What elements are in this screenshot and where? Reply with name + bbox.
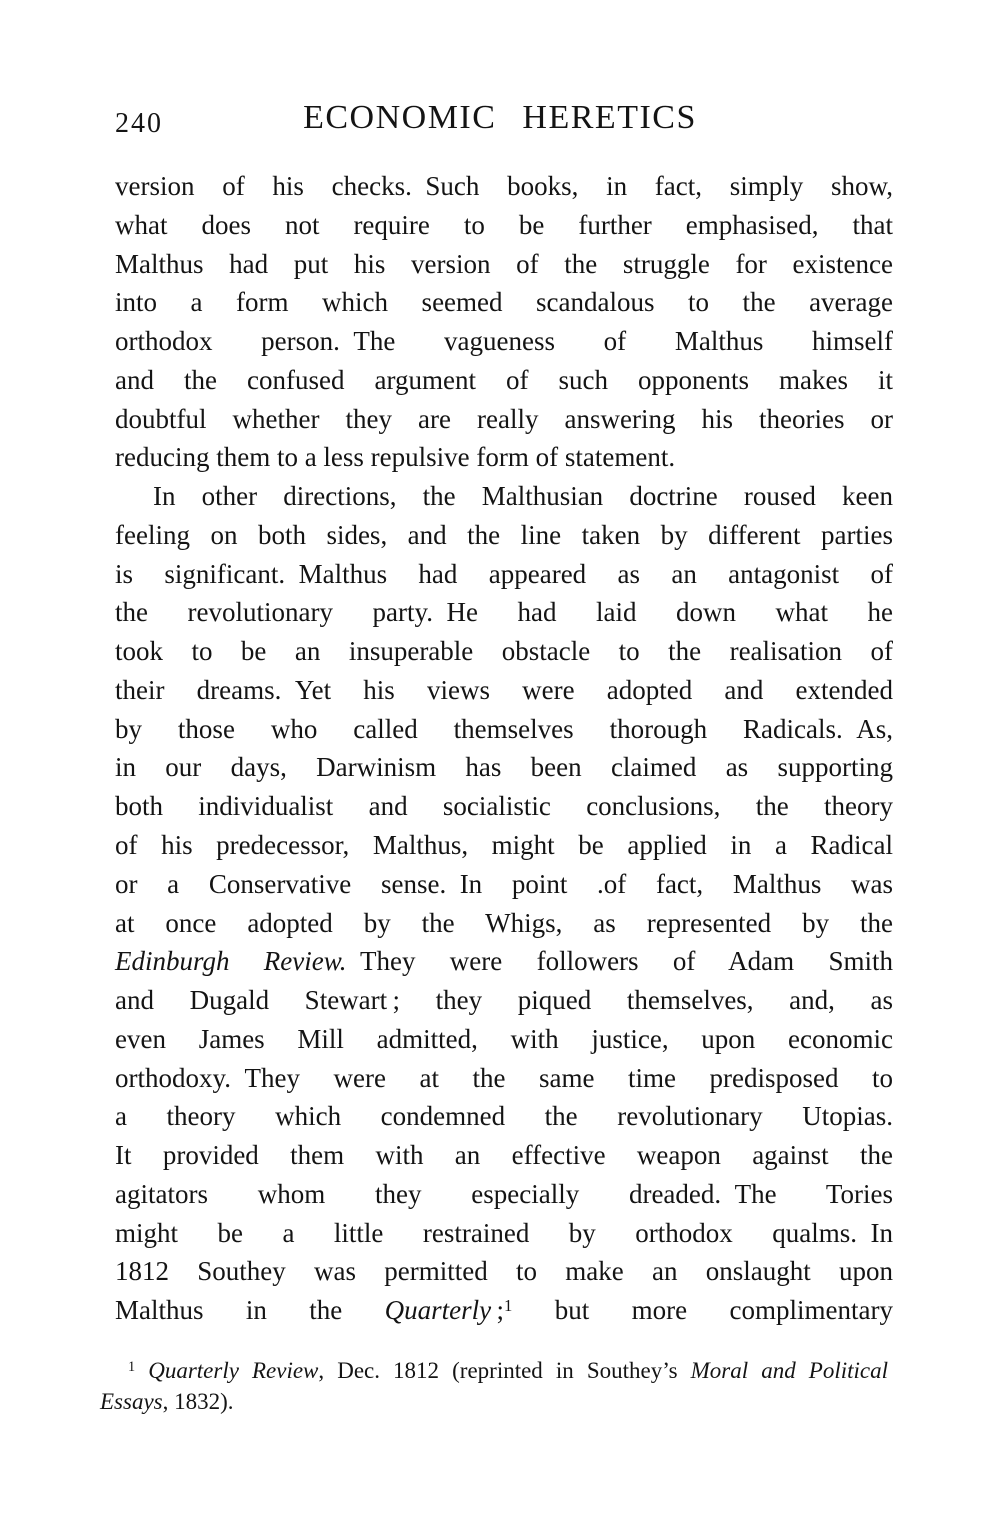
- text-line: [115, 942, 893, 981]
- text-line: [115, 477, 893, 516]
- body-text: [115, 167, 893, 1330]
- footnote: [100, 1355, 888, 1417]
- text-segment: is significant. Malthus had appeared as an antagonist of: [115, 558, 893, 589]
- text-segment: both individualist and socialistic conclusions, the theory: [115, 791, 893, 822]
- footnote-line: [100, 1355, 888, 1386]
- text-line: [115, 1214, 893, 1253]
- text-segment: even James Mill admitted, with justice, upon economic: [115, 1023, 893, 1054]
- running-title: ECONOMIC HERETICS: [303, 99, 697, 136]
- footnote-marker: 1: [128, 1358, 136, 1375]
- footnote-line: [100, 1386, 888, 1417]
- text-segment: feeling on both sides, and the line taken by different parties: [115, 519, 893, 550]
- text-line: [115, 1175, 893, 1214]
- text-segment: what does not require to be further emphasised, that: [115, 209, 893, 240]
- text-line: [115, 1020, 893, 1059]
- text-segment: orthodoxy. They were at the same time predisposed to: [115, 1062, 893, 1093]
- page-number: 240: [115, 108, 163, 139]
- text-segment: but more complimentary: [512, 1295, 893, 1326]
- text-segment: They were followers of Adam Smith: [346, 946, 893, 977]
- text-segment: might be a little restrained by orthodox qualms. In: [115, 1217, 893, 1248]
- text-segment: In other directions, the Malthusian doctrine roused keen: [153, 481, 893, 512]
- text-segment: a theory which condemned the revolutionary Utopias.: [115, 1101, 893, 1132]
- text-line: [115, 245, 893, 284]
- text-line: [115, 167, 893, 206]
- text-segment: version of his checks. Such books, in fact, simply show,: [115, 171, 893, 201]
- text-segment: the revolutionary party. He had laid down what he: [115, 597, 893, 628]
- text-segment: orthodox person. The vagueness of Malthus himself: [115, 326, 893, 357]
- running-head: [0, 0, 1000, 150]
- text-line: [115, 322, 893, 361]
- text-segment: or a Conservative sense. In point .of fact, Malthus was: [115, 868, 893, 899]
- text-line: [115, 904, 893, 943]
- text-line: [115, 593, 893, 632]
- text-segment: [135, 1358, 148, 1383]
- text-line: [115, 283, 893, 322]
- text-line: [115, 632, 893, 671]
- text-line: [115, 400, 893, 439]
- text-line: [115, 1136, 893, 1175]
- text-line: [115, 865, 893, 904]
- text-segment: at once adopted by the Whigs, as represented by the: [115, 907, 893, 938]
- text-segment: took to be an insuperable obstacle to the realisation of: [115, 636, 893, 667]
- footnote-marker: 1: [504, 1295, 513, 1315]
- text-line: [115, 1097, 893, 1136]
- text-segment: 1812 Southey was permitted to make an onslaught upon: [115, 1256, 893, 1287]
- text-segment: Essays: [100, 1389, 163, 1414]
- text-segment: Edinburgh Review.: [115, 946, 347, 977]
- text-segment: in our days, Darwinism has been claimed as supporting: [115, 752, 893, 783]
- text-segment: of his predecessor, Malthus, might be applied in a Radical: [115, 830, 893, 861]
- text-line: [115, 1059, 893, 1098]
- text-segment: agitators whom they especially dreaded. The Tories: [115, 1178, 893, 1209]
- text-segment: and Dugald Stewart ; they piqued themselves, and, as: [115, 985, 893, 1016]
- text-line: [115, 787, 893, 826]
- text-line: [115, 438, 893, 477]
- text-line: [115, 671, 893, 710]
- text-segment: , 1832).: [162, 1389, 234, 1414]
- text-segment: , Dec. 1812 (reprinted in Southey’s: [318, 1358, 691, 1383]
- text-line: [115, 206, 893, 245]
- text-segment: by those who called themselves thorough Radicals. As,: [115, 713, 893, 744]
- text-line: [115, 710, 893, 749]
- text-segment: reducing them to a less repulsive form of statement.: [115, 442, 676, 473]
- text-line: [115, 555, 893, 594]
- text-segment: doubtful whether they are really answering his theories or: [115, 403, 893, 434]
- text-line: [115, 1252, 893, 1291]
- text-segment: Malthus in the: [115, 1295, 385, 1326]
- text-line: [115, 361, 893, 400]
- text-line: [115, 826, 893, 865]
- text-line: [115, 981, 893, 1020]
- text-segment: ;: [491, 1295, 505, 1326]
- text-line: [115, 1291, 893, 1330]
- text-segment: Quarterly Review: [148, 1358, 319, 1383]
- text-segment: Moral and Political: [690, 1358, 888, 1383]
- text-segment: their dreams. Yet his views were adopted and extended: [115, 674, 893, 705]
- text-segment: Quarterly: [384, 1295, 492, 1326]
- text-segment: into a form which seemed scandalous to the average: [115, 287, 893, 318]
- text-segment: Malthus had put his version of the struggle for existence: [115, 248, 893, 279]
- text-segment: It provided them with an effective weapon against the: [115, 1140, 893, 1171]
- text-line: [115, 516, 893, 555]
- text-segment: and the confused argument of such opponents makes it: [115, 364, 893, 395]
- text-line: [115, 748, 893, 787]
